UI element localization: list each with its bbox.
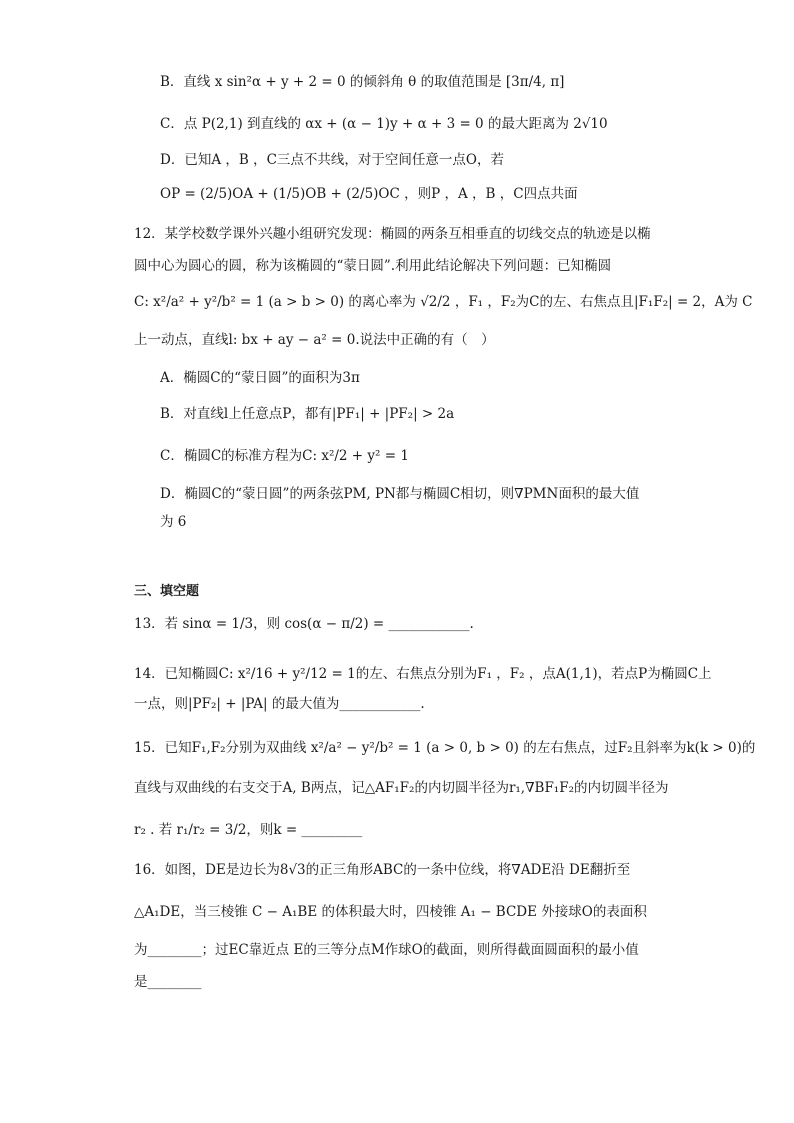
q14-line2: 一点，则|PF₂| + |PA| 的最大值为____________. bbox=[134, 696, 425, 712]
q13-text: 13．若 sinα = 1/3，则 cos(α − π/2) = ____________. bbox=[134, 616, 474, 632]
q12-stem-line3: C: x²/a² + y²/b² = 1 (a > b > 0) 的离心率为 √2/2 ，F₁ ，F₂为C的左、右焦点且|F₁F₂| = 2，A为 C bbox=[134, 294, 753, 310]
q15-line1: 15．已知F₁,F₂分别为双曲线 x²/a² − y²/b² = 1 (a > 0, b > 0) 的左右焦点，过F₂且斜率为k(k > 0)的 bbox=[134, 740, 756, 756]
q16-line2: △A₁DE，当三棱锥 C − A₁BE 的体积最大时，四棱锥 A₁ − BCDE 外接球O的表面积 bbox=[134, 904, 647, 920]
q12-option-d-line2: 为 6 bbox=[160, 514, 187, 530]
section-title: 三、填空题 bbox=[134, 584, 200, 599]
q16-line4: 是________ bbox=[134, 974, 202, 990]
q12-option-a: A．椭圆C的“蒙日圆”的面积为3π bbox=[160, 370, 360, 386]
q11-option-d-line2: OP = (2/5)OA + (1/5)OB + (2/5)OC ，则P ，A ，B ，C四点共面 bbox=[160, 186, 578, 202]
q12-option-b: B．对直线l上任意点P，都有|PF₁| + |PF₂| > 2a bbox=[160, 406, 455, 422]
q12-stem-line4: 上一动点，直线l: bx + ay − a² = 0.说法中正确的有（ ） bbox=[134, 332, 495, 348]
q15-line3: r₂ . 若 r₁/r₂ = 3/2，则k = _________ bbox=[134, 822, 363, 838]
q11-option-d-line1: D．已知A ，B ，C三点不共线，对于空间任意一点O，若 bbox=[160, 152, 504, 168]
q11-option-c: C．点 P(2,1) 到直线的 αx + (α − 1)y + α + 3 = 0 的最大距离为 2√10 bbox=[160, 116, 608, 132]
q15-line2: 直线与双曲线的右支交于A, B两点，记△AF₁F₂的内切圆半径为r₁,∇BF₁F₂的内切圆半径为 bbox=[134, 780, 669, 796]
q16-line3: 为________；过EC靠近点 E的三等分点M作球O的截面，则所得截面圆面积的最小值 bbox=[134, 942, 639, 958]
q12-option-d-line1: D．椭圆C的“蒙日圆”的两条弦PM, PN都与椭圆C相切，则∇PMN面积的最大值 bbox=[160, 486, 640, 502]
q12-stem-line1: 12．某学校数学课外兴趣小组研究发现：椭圆的两条互相垂直的切线交点的轨迹是以椭 bbox=[134, 226, 651, 242]
q12-stem-line2: 圆中心为圆心的圆，称为该椭圆的“蒙日圆”.利用此结论解决下列问题：已知椭圆 bbox=[134, 258, 612, 274]
q12-option-c: C．椭圆C的标准方程为C: x²/2 + y² = 1 bbox=[160, 448, 409, 464]
q11-option-b: B．直线 x sin²α + y + 2 = 0 的倾斜角 θ 的取值范围是 [3π/4, π] bbox=[160, 74, 565, 90]
q14-line1: 14．已知椭圆C: x²/16 + y²/12 = 1的左、右焦点分别为F₁ ，F₂ ，点A(1,1)，若点P为椭圆C上 bbox=[134, 666, 712, 682]
q16-line1: 16．如图，DE是边长为8√3的正三角形ABC的一条中位线，将∇ADE沿 DE翻折至 bbox=[134, 862, 631, 878]
